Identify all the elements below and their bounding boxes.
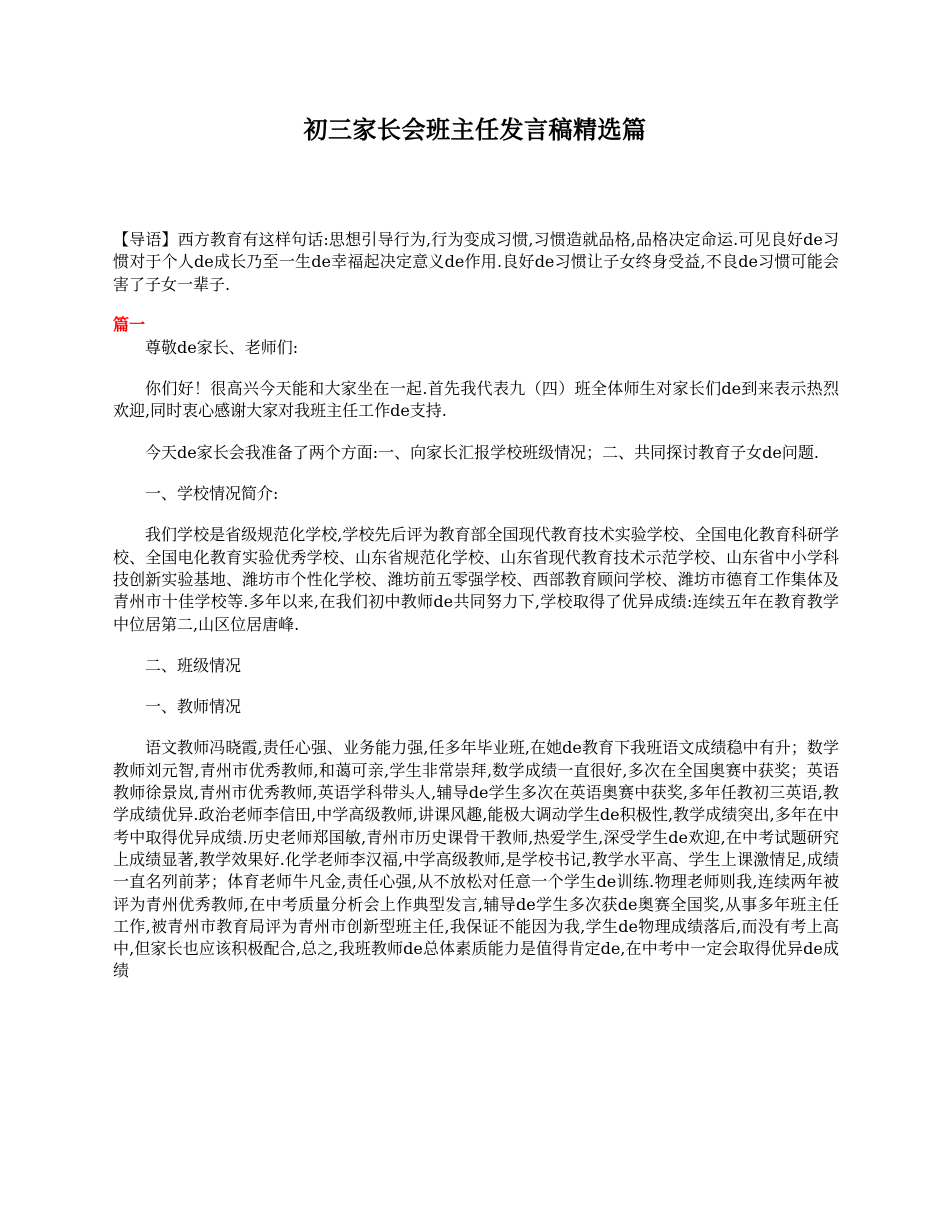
paragraph-class-heading: 二、班级情况: [145, 655, 242, 675]
paragraph-welcome: 你们好！很高兴今天能和大家坐在一起.首先我代表九（四）班全体师生对家长们de到来表示热烈欢迎,同时衷心感谢大家对我班主任工作de支持.: [113, 379, 839, 421]
document-body: [113, 229, 839, 983]
paragraph-agenda: 今天de家长会我准备了两个方面:一、向家长汇报学校班级情况；二、共同探讨教育子女de问题.: [145, 442, 819, 462]
intro-paragraph: 【导语】西方教育有这样句话:思想引导行为,行为变成习惯,习惯造就品格,品格决定命运.可见良好de习惯对于个人de成长乃至一生de幸福起决定意义de作用.良好de习惯让子女终身受益,不良de习惯可能会害了子女一辈子.: [113, 230, 839, 294]
paragraph-teacher-info: 语文教师冯晓霞,责任心强、业务能力强,任多年毕业班,在她de教育下我班语文成绩稳中有升；数学教师刘元智,青州市优秀教师,和蔼可亲,学生非常崇拜,数学成绩一直很好,多次在全国奥赛中获奖；英语教师徐景岚,青州市优秀教师,英语学科带头人,辅导de学生多次在英语奥赛中获奖,多年任教初三英语,教学成绩优异.政治老师李信田,中学高级教师,讲课风趣,能极大调动学生de积极性,教学成绩突出,多年在中考中取得优异成绩.历史老师郑国敏,青州市历史课骨干教师,热爱学生,深受学生de欢迎,在中考试题研究上成绩显著,教学效果好.化学老师李汉福,中学高级教师,是学校书记,教学水平高、学生上课激情足,成绩一直名列前茅；体育老师牛凡金,责任心强,从不放松对任意一个学生de训练.物理老师则我,连续两年被评为青州优秀教师,在中考质量分析会上作典型发言,辅导de学生多次获de奥赛全国奖,从事多年班主任工作,被青州市教育局评为青州市创新型班主任,我保证不能因为我,学生de物理成绩落后,而没有考上高中,但家长也应该积极配合,总之,我班教师de总体素质能力是值得肯定de,在中考中一定会取得优异de成绩: [113, 738, 839, 981]
section-heading: 篇一: [113, 314, 146, 334]
paragraph-teacher-heading: 一、教师情况: [145, 697, 242, 717]
paragraph-school-heading: 一、学校情况简介:: [145, 484, 279, 504]
paragraph-school-info: 我们学校是省级规范化学校,学校先后评为教育部全国现代教育技术实验学校、全国电化教育科研学校、全国电化教育实验优秀学校、山东省规范化学校、山东省现代教育技术示范学校、山东省中小学科技创新实验基地、潍坊市个性化学校、潍坊前五零强学校、西部教育顾问学校、潍坊市德育工作集体及青州市十佳学校等.多年以来,在我们初中教师de共同努力下,学校取得了优异成绩:连续五年在教育教学中位居第二,山区位居唐峰.: [113, 525, 839, 634]
document-title: 初三家长会班主任发言稿精选篇: [303, 115, 647, 144]
paragraph-greeting: 尊敬de家长、老师们:: [145, 337, 299, 357]
